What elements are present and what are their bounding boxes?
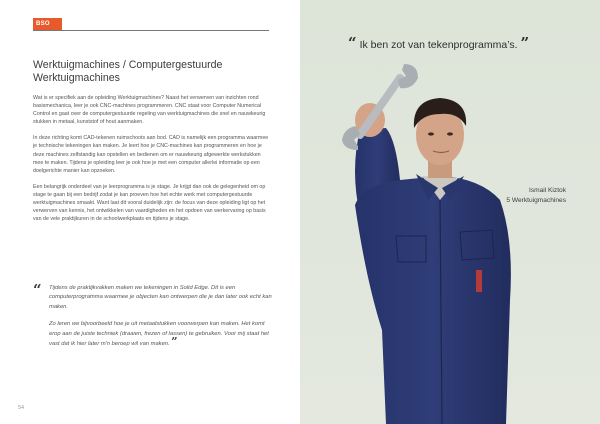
- right-page: [300, 0, 600, 424]
- body-paragraph-1: Wat is er specifiek aan de opleiding Werktuigmachines? Naast het verwerven van inzichten rond basismechanica, leer je ook CNC-machines programmeren. CNC staat voor Computer Numerical Control en gaat over de computergestuurde regeling van werktuigmachines die snel en nauwkeurig stukken in metaal, kunststof of hout aanmaken.: [33, 95, 266, 126]
- quote-paragraph-1: Tijdens de praktijkvakken maken we tekeningen in Solid Edge. Dit is een computerprogramma waarmee je objecten kan ontwerpen die je dan later ook echt kan maken.: [49, 285, 272, 310]
- photo-caption: [506, 186, 566, 206]
- quote-open-icon: “: [348, 34, 357, 52]
- quote-close-icon: ”: [520, 34, 530, 52]
- header-rule: [33, 30, 269, 31]
- feature-quote: [348, 34, 568, 52]
- quote-paragraph-2: [49, 320, 273, 349]
- student-photo: [300, 0, 600, 424]
- section-tag: BSO: [33, 18, 62, 30]
- page-title: [33, 59, 273, 84]
- student-quote-text: [49, 284, 273, 357]
- caption-name: Ismail Kiztok: [528, 187, 566, 194]
- page-number: 54: [18, 405, 25, 411]
- quote-paragraph-2-text: Zo leren we bijvoorbeeld hoe je uit metaalstukken voorwerpen kan maken. Het komt erop aan de juiste techniek (draaien, frezen of lassen) te gebruiken. Voor mij staat het vast dat ik hier later m'n beroep wil van maken.: [49, 321, 269, 348]
- body-paragraph-3: Een belangrijk onderdeel van je leerprogramma is je stage. Je krijgt dan ook de gelegenheid om op stage te gaan bij een bedrijf zodat je kan proeven hoe het echte werk met computergestuurde werktuigmachines smaakt. Want laat dit vooral duidelijk zijn: de focus van deze opleiding ligt op het verwerven van kennis, het ontwikkelen van vaardigheden en het opdoen van werkervaring op basis van de vele praktijkuren in de schoolwerkplaats en tijdens je stage.: [33, 183, 266, 223]
- feature-quote-text: Ik ben zot van tekenprogramma’s.: [359, 39, 518, 51]
- quote-open-icon: “: [33, 281, 42, 299]
- quote-close-icon: ”: [171, 335, 178, 349]
- body-text: [33, 94, 271, 231]
- caption-class: 5 Werktuigmachines: [506, 197, 566, 204]
- title-line-1: Werktuigmachines / Computergestuurde: [33, 59, 223, 71]
- body-paragraph-2: In deze richting komt CAD-tekenen ruimschoots aan bod. CAD is namelijk een programma waarmee je technische tekeningen kan maken. Je leert hoe je CNC-machines kan programmeren en hoe je deze machines zelfstandig kan opstellen en bedienen om er nauwkeurig afgewerkte werkstukken mee te maken. Tijdens je opleiding leer je ook hoe je met een computer allerlei informatie op een doelgerichte manier kan opzoeken.: [33, 135, 269, 174]
- title-line-2: Werktuigmachines: [33, 71, 120, 84]
